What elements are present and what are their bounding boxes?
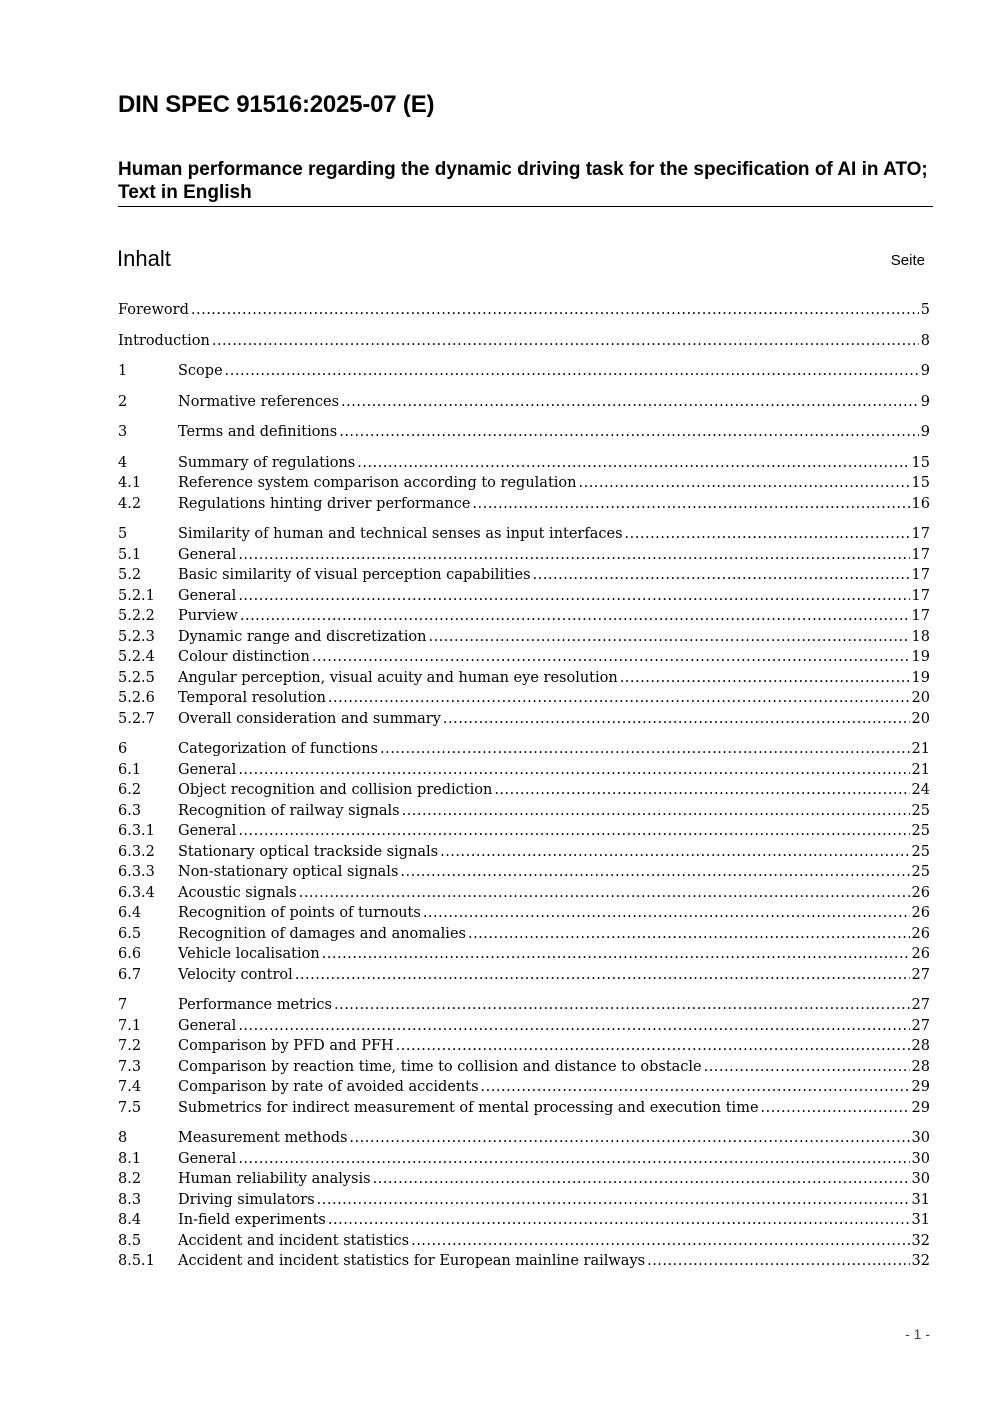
- toc-entry[interactable]: [118, 392, 930, 413]
- toc-entry-number: 7.4: [118, 1079, 142, 1095]
- page-number: - 1 -: [905, 1326, 930, 1342]
- toc-entry-page: 27: [910, 995, 930, 1016]
- toc-entry[interactable]: [118, 545, 930, 566]
- toc-entry[interactable]: [118, 965, 930, 986]
- toc-entry-title: Colour distinction: [178, 649, 310, 665]
- toc-entry-title: Object recognition and collision prediction: [178, 782, 493, 798]
- toc-entry-title: Temporal resolution: [178, 690, 326, 706]
- toc-entry-title: Comparison by reaction time, time to collision and distance to obstacle: [178, 1058, 702, 1075]
- toc-entry-title: General: [178, 823, 237, 839]
- toc-entry-page: 17: [910, 606, 930, 627]
- toc-entry[interactable]: [118, 995, 930, 1016]
- toc-entry[interactable]: [118, 739, 930, 760]
- toc-entry-page: 5: [919, 300, 930, 321]
- toc-dot-leader: [178, 392, 930, 413]
- toc-entry-title: Basic similarity of visual perception capabilities: [178, 567, 531, 583]
- toc-entry-title: Foreword: [118, 302, 189, 318]
- toc-dot-leader: [178, 1210, 930, 1231]
- toc-dot-leader: [178, 1057, 930, 1078]
- toc-entry-number: 8.2: [118, 1171, 142, 1187]
- toc-dot-leader: [178, 903, 930, 924]
- toc-entry-number: 6.3.3: [118, 864, 155, 880]
- toc-entry-title: General: [178, 546, 237, 563]
- toc-entry-page: 26: [910, 903, 930, 924]
- toc-entry-page: 20: [910, 688, 930, 709]
- toc-entry[interactable]: [118, 903, 930, 924]
- toc-entry-number: 4.2: [118, 495, 142, 512]
- toc-entry-title: Stationary optical trackside signals: [178, 843, 439, 860]
- toc-dot-leader: [178, 668, 930, 689]
- toc-entry-page: 15: [910, 453, 930, 474]
- toc-entry-page: 21: [910, 739, 930, 760]
- toc-entry[interactable]: [118, 1231, 930, 1252]
- toc-entry[interactable]: [118, 1128, 930, 1149]
- toc-entry-title: Vehicle localisation: [178, 946, 320, 962]
- toc-entry-title: General: [178, 761, 237, 778]
- toc-entry-title: General: [178, 1017, 237, 1034]
- toc-entry-number: 8.5: [118, 1232, 142, 1249]
- toc-dot-leader: [178, 739, 930, 760]
- toc-entry-page: 17: [910, 545, 930, 566]
- toc-entry[interactable]: [118, 1057, 930, 1078]
- table-of-contents: [118, 300, 930, 1272]
- toc-dot-leader: [178, 924, 930, 945]
- toc-entry[interactable]: [118, 565, 930, 586]
- toc-dot-leader: [178, 361, 930, 382]
- toc-entry-number: 5.2.6: [118, 690, 155, 706]
- toc-entry-page: 17: [910, 586, 930, 607]
- toc-dot-leader: [178, 586, 930, 607]
- toc-entry-number: 5.2: [118, 567, 142, 583]
- toc-entry-number: 7.5: [118, 1099, 142, 1116]
- toc-entry-page: 27: [910, 1016, 930, 1037]
- toc-entry-title: General: [178, 587, 237, 604]
- toc-entry-page: 17: [910, 565, 930, 586]
- toc-entry-title: Measurement methods: [178, 1130, 348, 1146]
- toc-entry[interactable]: [118, 1190, 930, 1211]
- toc-entry-page: 21: [910, 760, 930, 781]
- toc-entry-number: 5.2.4: [118, 649, 155, 665]
- toc-dot-leader: [178, 473, 930, 494]
- toc-entry[interactable]: [118, 524, 930, 545]
- toc-entry[interactable]: [118, 924, 930, 945]
- toc-entry[interactable]: [118, 709, 930, 730]
- toc-dot-leader: [178, 688, 930, 709]
- toc-dot-leader: [178, 883, 930, 904]
- toc-dot-leader: [178, 944, 930, 965]
- toc-dot-leader: [178, 1251, 930, 1272]
- toc-entry-title: Performance metrics: [178, 997, 332, 1013]
- toc-dot-leader: [178, 1149, 930, 1170]
- toc-entry[interactable]: [118, 883, 930, 904]
- toc-entry[interactable]: [118, 1077, 930, 1098]
- toc-entry[interactable]: [118, 801, 930, 822]
- toc-entry-page: 24: [910, 780, 930, 801]
- toc-entry[interactable]: [118, 494, 930, 515]
- toc-entry-number: 6.4: [118, 905, 142, 921]
- toc-entry-number: 8.3: [118, 1191, 142, 1208]
- document-title: DIN SPEC 91516:2025-07 (E): [118, 91, 435, 118]
- toc-entry-number: 6.3.2: [118, 843, 155, 860]
- toc-entry-title: Recognition of points of turnouts: [178, 905, 421, 921]
- toc-entry-number: 5.2.2: [118, 608, 155, 624]
- toc-entry-title: In-field experiments: [178, 1212, 326, 1228]
- toc-entry-title: Velocity control: [178, 966, 293, 983]
- toc-entry[interactable]: [118, 780, 930, 801]
- toc-dot-leader: [178, 965, 930, 986]
- toc-entry[interactable]: [118, 1098, 930, 1119]
- toc-entry-title: Acoustic signals: [178, 884, 297, 901]
- toc-entry-title: Regulations hinting driver performance: [178, 495, 471, 512]
- toc-dot-leader: [178, 1016, 930, 1037]
- toc-entry[interactable]: [118, 862, 930, 883]
- toc-entry-number: 2: [118, 393, 128, 410]
- toc-entry-page: 29: [910, 1077, 930, 1098]
- toc-entry-title: Accident and incident statistics for European mainline railways: [178, 1253, 646, 1269]
- toc-dot-leader: [178, 780, 930, 801]
- toc-entry-page: 25: [910, 801, 930, 822]
- toc-entry-number: 6.1: [118, 761, 142, 778]
- toc-entry[interactable]: [118, 627, 930, 648]
- toc-entry-page: 31: [910, 1190, 930, 1211]
- toc-entry-number: 6.2: [118, 782, 142, 798]
- toc-entry[interactable]: [118, 842, 930, 863]
- toc-dot-leader: [178, 422, 930, 443]
- toc-entry-title: Similarity of human and technical senses as input interfaces: [178, 526, 623, 542]
- toc-entry-number: 5.2.7: [118, 710, 155, 727]
- toc-entry-page: 30: [910, 1169, 930, 1190]
- toc-entry[interactable]: [118, 821, 930, 842]
- toc-entry-page: 30: [910, 1128, 930, 1149]
- toc-entry-title: Recognition of railway signals: [178, 802, 400, 819]
- toc-entry-page: 9: [919, 392, 930, 413]
- toc-entry[interactable]: [118, 1169, 930, 1190]
- toc-entry-number: 7: [118, 997, 128, 1013]
- toc-entry-number: 5: [118, 526, 128, 542]
- toc-dot-leader: [178, 1190, 930, 1211]
- toc-entry-title: Non-stationary optical signals: [178, 864, 399, 880]
- toc-dot-leader: [178, 627, 930, 648]
- toc-dot-leader: [178, 862, 930, 883]
- toc-entry-page: 31: [910, 1210, 930, 1231]
- toc-entry-number: 6.3: [118, 802, 142, 819]
- toc-dot-leader: [178, 606, 930, 627]
- toc-dot-leader: [178, 1036, 930, 1057]
- toc-dot-leader: [178, 1169, 930, 1190]
- toc-dot-leader: [178, 453, 930, 474]
- toc-entry[interactable]: [118, 668, 930, 689]
- toc-entry-title: Categorization of functions: [178, 741, 378, 757]
- toc-entry-title: Summary of regulations: [178, 454, 356, 471]
- toc-entry-page: 17: [910, 524, 930, 545]
- toc-dot-leader: [118, 300, 930, 321]
- toc-dot-leader: [178, 494, 930, 515]
- toc-entry[interactable]: [118, 1210, 930, 1231]
- toc-entry-title: Normative references: [178, 393, 340, 410]
- toc-entry-title: Recognition of damages and anomalies: [178, 925, 466, 942]
- toc-entry[interactable]: [118, 944, 930, 965]
- toc-entry-page: 26: [910, 944, 930, 965]
- toc-entry-title: Submetrics for indirect measurement of mental processing and execution time: [178, 1099, 759, 1116]
- toc-dot-leader: [178, 842, 930, 863]
- toc-entry-title: Angular perception, visual acuity and human eye resolution: [178, 669, 618, 686]
- toc-entry-number: 8.5.1: [118, 1253, 155, 1269]
- toc-entry[interactable]: [118, 1016, 930, 1037]
- toc-entry-number: 5.2.1: [118, 587, 155, 604]
- toc-entry-number: 6.3.4: [118, 884, 155, 901]
- document-subtitle: Human performance regarding the dynamic driving task for the specification of AI in ATO; Text in English: [118, 158, 933, 207]
- toc-entry[interactable]: [118, 760, 930, 781]
- toc-entry-page: 26: [910, 883, 930, 904]
- toc-dot-leader: [118, 331, 930, 352]
- toc-entry[interactable]: [118, 422, 930, 443]
- toc-entry-page: 25: [910, 821, 930, 842]
- toc-dot-leader: [178, 1231, 930, 1252]
- toc-entry-page: 9: [919, 361, 930, 382]
- toc-entry-number: 8.1: [118, 1150, 142, 1167]
- toc-entry-title: General: [178, 1150, 237, 1167]
- toc-entry-number: 7.2: [118, 1038, 142, 1054]
- toc-entry-page: 20: [910, 709, 930, 730]
- toc-entry-title: Scope: [178, 363, 223, 379]
- toc-dot-leader: [178, 760, 930, 781]
- toc-entry-page: 19: [910, 668, 930, 689]
- toc-entry-number: 5.2.5: [118, 669, 155, 686]
- toc-entry-title: Driving simulators: [178, 1191, 315, 1208]
- toc-entry-number: 6.6: [118, 946, 142, 962]
- toc-entry-page: 32: [910, 1231, 930, 1252]
- toc-entry[interactable]: [118, 331, 930, 352]
- toc-entry-page: 30: [910, 1149, 930, 1170]
- toc-entry[interactable]: [118, 606, 930, 627]
- toc-entry[interactable]: [118, 586, 930, 607]
- toc-entry-page: 32: [910, 1251, 930, 1272]
- toc-entry-title: Purview: [178, 608, 238, 624]
- toc-entry-number: 4.1: [118, 475, 142, 491]
- toc-entry-number: 6: [118, 741, 128, 757]
- toc-dot-leader: [178, 1128, 930, 1149]
- toc-entry-page: 28: [910, 1036, 930, 1057]
- toc-entry[interactable]: [118, 300, 930, 321]
- toc-entry-page: 19: [910, 647, 930, 668]
- toc-entry[interactable]: [118, 473, 930, 494]
- toc-entry[interactable]: [118, 453, 930, 474]
- toc-entry-number: 6.3.1: [118, 823, 155, 839]
- toc-entry-page: 29: [910, 1098, 930, 1119]
- toc-entry-page: 25: [910, 862, 930, 883]
- toc-entry-number: 3: [118, 424, 128, 440]
- toc-entry-title: Introduction: [118, 332, 210, 349]
- toc-dot-leader: [178, 524, 930, 545]
- toc-entry-number: 5.2.3: [118, 628, 155, 645]
- toc-entry-page: 8: [919, 331, 930, 352]
- toc-entry-title: Accident and incident statistics: [178, 1232, 410, 1249]
- toc-entry-number: 5.1: [118, 546, 142, 563]
- toc-entry-page: 25: [910, 842, 930, 863]
- toc-entry-number: 6.7: [118, 966, 142, 983]
- toc-entry[interactable]: [118, 1036, 930, 1057]
- toc-page-column-heading: Seite: [890, 252, 925, 269]
- toc-entry-page: 15: [910, 473, 930, 494]
- toc-dot-leader: [178, 565, 930, 586]
- toc-heading: Inhalt: [117, 246, 171, 271]
- toc-entry-number: 1: [118, 363, 128, 379]
- toc-entry-title: Reference system comparison according to regulation: [178, 475, 577, 491]
- toc-entry-title: Overall consideration and summary: [178, 710, 441, 727]
- toc-dot-leader: [178, 821, 930, 842]
- toc-entry[interactable]: [118, 361, 930, 382]
- toc-entry-title: Terms and definitions: [178, 424, 338, 440]
- toc-entry-title: Comparison by PFD and PFH: [178, 1038, 394, 1054]
- toc-entry[interactable]: [118, 647, 930, 668]
- toc-dot-leader: [178, 995, 930, 1016]
- toc-entry-title: Dynamic range and discretization: [178, 628, 427, 645]
- toc-entry-number: 6.5: [118, 925, 142, 942]
- toc-entry-number: 7.1: [118, 1017, 142, 1034]
- toc-entry-number: 8.4: [118, 1212, 142, 1228]
- toc-entry-page: 27: [910, 965, 930, 986]
- toc-entry-page: 26: [910, 924, 930, 945]
- toc-dot-leader: [178, 801, 930, 822]
- toc-entry-title: Comparison by rate of avoided accidents: [178, 1079, 479, 1095]
- toc-dot-leader: [178, 1077, 930, 1098]
- toc-entry-page: 28: [910, 1057, 930, 1078]
- toc-dot-leader: [178, 709, 930, 730]
- toc-entry-number: 7.3: [118, 1058, 142, 1075]
- toc-entry[interactable]: [118, 688, 930, 709]
- toc-dot-leader: [178, 647, 930, 668]
- toc-dot-leader: [178, 545, 930, 566]
- toc-entry[interactable]: [118, 1149, 930, 1170]
- toc-entry-number: 8: [118, 1130, 128, 1146]
- toc-entry-title: Human reliability analysis: [178, 1171, 371, 1187]
- toc-entry-page: 16: [910, 494, 930, 515]
- toc-dot-leader: [178, 1098, 930, 1119]
- toc-entry-page: 18: [910, 627, 930, 648]
- toc-entry[interactable]: [118, 1251, 930, 1272]
- toc-entry-number: 4: [118, 454, 128, 471]
- toc-entry-page: 9: [919, 422, 930, 443]
